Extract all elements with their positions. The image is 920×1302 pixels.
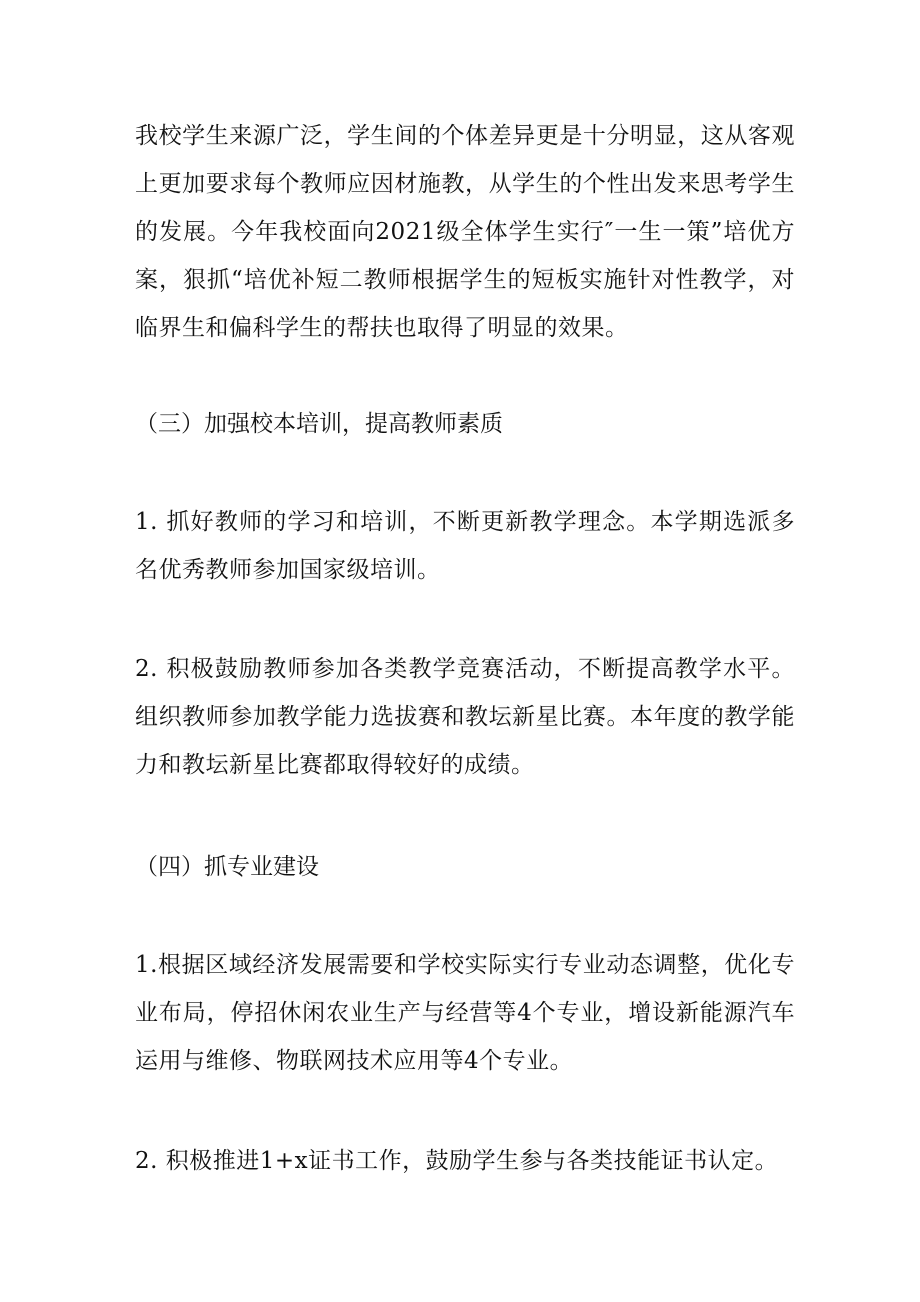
list-item-4-2: 2. 积极推进1+x证书工作，鼓励学生参与各类技能证书认定。 [135, 1148, 779, 1174]
list-item-3-1: 1. 抓好教师的学习和培训，不断更新教学理念。本学期选派多名优秀教师参加国家级培训。 [135, 509, 795, 583]
section-heading-4: （四）抓专业建设 [135, 854, 319, 880]
body-paragraph: 我校学生来源广泛，学生间的个体差异更是十分明显，这从客观上更加要求每个教师应因材施教，从学生的个性出发来思考学生的发展。今年我校面向2021级全体学生实行″一生一策”培优方案，狠抓“培优补短二教师根据学生的短板实施针对性教学，对临界生和偏科学生的帮扶也取得了明显的效果。 [135, 123, 795, 341]
list-item-3-2: 2. 积极鼓励教师参加各类教学竞赛活动，不断提高教学水平。组织教师参加教学能力选拔赛和教坛新星比赛。本年度的教学能力和教坛新星比赛都取得较好的成绩。 [135, 656, 795, 778]
list-item-4-1: 1.根据区域经济发展需要和学校实际实行专业动态调整，优化专业布局，停招休闲农业生产与经营等4个专业，增设新能源汽车运用与维修、物联网技术应用等4个专业。 [135, 952, 795, 1074]
section-heading-3: （三）加强校本培训，提高教师素质 [135, 411, 503, 437]
